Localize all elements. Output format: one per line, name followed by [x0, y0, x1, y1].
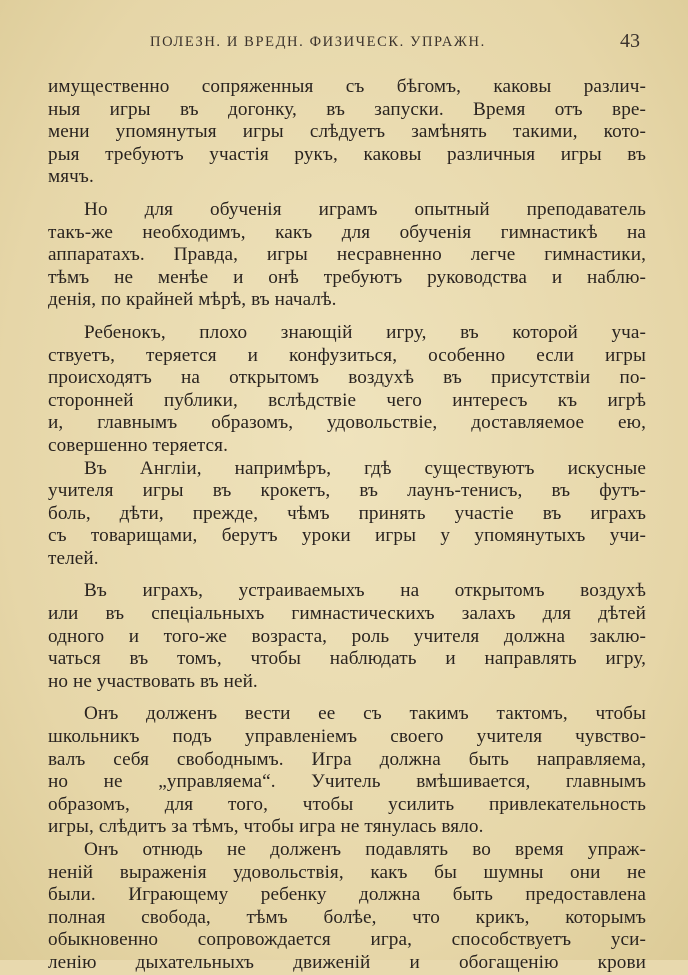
- text-line: ныя игры въ догонку, въ запуски. Время отъ вре-: [48, 98, 646, 120]
- text-line: мени упомянутыя игры слѣдуетъ замѣнять такими, кото-: [48, 121, 646, 143]
- text-line: валъ себя свободнымъ. Игра должна быть направляема,: [48, 748, 646, 770]
- text-line: ствуетъ, теряется и конфузиться, особенно если игры: [48, 344, 646, 366]
- text-line: Въ Англіи, напримѣръ, гдѣ существуютъ искусные: [84, 457, 646, 479]
- text-line: тѣмъ не менѣе и онѣ требуютъ руководства и наблю-: [48, 266, 646, 288]
- text-line: Онъ долженъ вести ее съ такимъ тактомъ, чтобы: [84, 703, 646, 725]
- paragraph: [48, 322, 646, 458]
- text-line: или въ спеціальныхъ гимнастическихъ залахъ для дѣтей: [48, 603, 646, 625]
- running-head: ПОЛЕЗН. И ВРЕДН. ФИЗИЧЕСК. УПРАЖН.: [150, 34, 486, 50]
- page-number: 43: [620, 30, 640, 52]
- text-line: но не участвовать въ ней.: [48, 670, 258, 692]
- text-line: телей.: [48, 547, 99, 569]
- text-line: Но для обученія играмъ опытный преподаватель: [84, 198, 646, 220]
- text-line: игры, слѣдитъ за тѣмъ, чтобы игра не тянулась вяло.: [48, 816, 484, 838]
- text-line: но не „управляема“. Учитель вмѣшивается, главнымъ: [48, 771, 646, 793]
- text-line: образомъ, для того, чтобы усилить привлекательность: [48, 793, 646, 815]
- paragraph: [48, 839, 646, 975]
- text-line: рыя требуютъ участія рукъ, каковы различныя игры въ: [48, 143, 646, 165]
- text-line: обыкновенно сопровождается игра, способствуетъ уси-: [48, 929, 646, 951]
- body-text: [48, 76, 646, 975]
- text-line: одного и того-же возраста, роль учителя должна заклю-: [48, 625, 646, 647]
- text-line: были. Играющему ребенку должна быть предоставлена: [48, 884, 646, 906]
- text-line: Въ играхъ, устраиваемыхъ на открытомъ воздухѣ: [84, 580, 646, 602]
- paragraph: [48, 703, 646, 839]
- paragraph: [48, 458, 646, 571]
- text-line: чаться въ томъ, чтобы наблюдать и направлять игру,: [48, 648, 646, 670]
- text-line: ленію дыхательныхъ движеній и обогащенію крови: [48, 951, 646, 973]
- text-line: такъ-же необходимъ, какъ для обученія гимнастикѣ на: [48, 221, 646, 243]
- text-line: аппаратахъ. Правда, игры несравненно легче гимнастики,: [48, 244, 646, 266]
- text-line: сторонней публики, вслѣдствіе чего интересъ къ игрѣ: [48, 389, 646, 411]
- paragraph: [48, 199, 646, 312]
- text-line: совершенно теряется.: [48, 434, 228, 456]
- text-line: происходятъ на открытомъ воздухѣ въ присутствіи по-: [48, 367, 646, 389]
- text-line: полная свобода, тѣмъ болѣе, что крикъ, которымъ: [48, 906, 646, 928]
- text-line: Ребенокъ, плохо знающій игру, въ которой уча-: [84, 321, 646, 343]
- text-line: боль, дѣти, прежде, чѣмъ принять участіе въ играхъ: [48, 502, 646, 524]
- text-line: имущественно сопряженныя съ бѣгомъ, каковы различ-: [48, 76, 646, 97]
- text-line: неній выраженія удовольствія, какъ бы шумны они не: [48, 861, 646, 883]
- text-line: Онъ отнюдь не долженъ подавлять во время упраж-: [84, 839, 646, 860]
- paragraph: [48, 76, 646, 189]
- text-line: мячъ.: [48, 166, 94, 188]
- text-line: денія, по крайней мѣрѣ, въ началѣ.: [48, 289, 337, 311]
- text-line: учителя игры въ крокетъ, въ лаунъ-тенисъ, въ футъ-: [48, 480, 646, 502]
- text-line: съ товарищами, берутъ уроки игры у упомянутыхъ учи-: [48, 525, 646, 547]
- paragraph: [48, 580, 646, 693]
- text-line: и, главнымъ образомъ, удовольствіе, доставляемое ею,: [48, 412, 646, 434]
- text-line: школьникъ подъ управленіемъ своего учителя чувство-: [48, 726, 646, 748]
